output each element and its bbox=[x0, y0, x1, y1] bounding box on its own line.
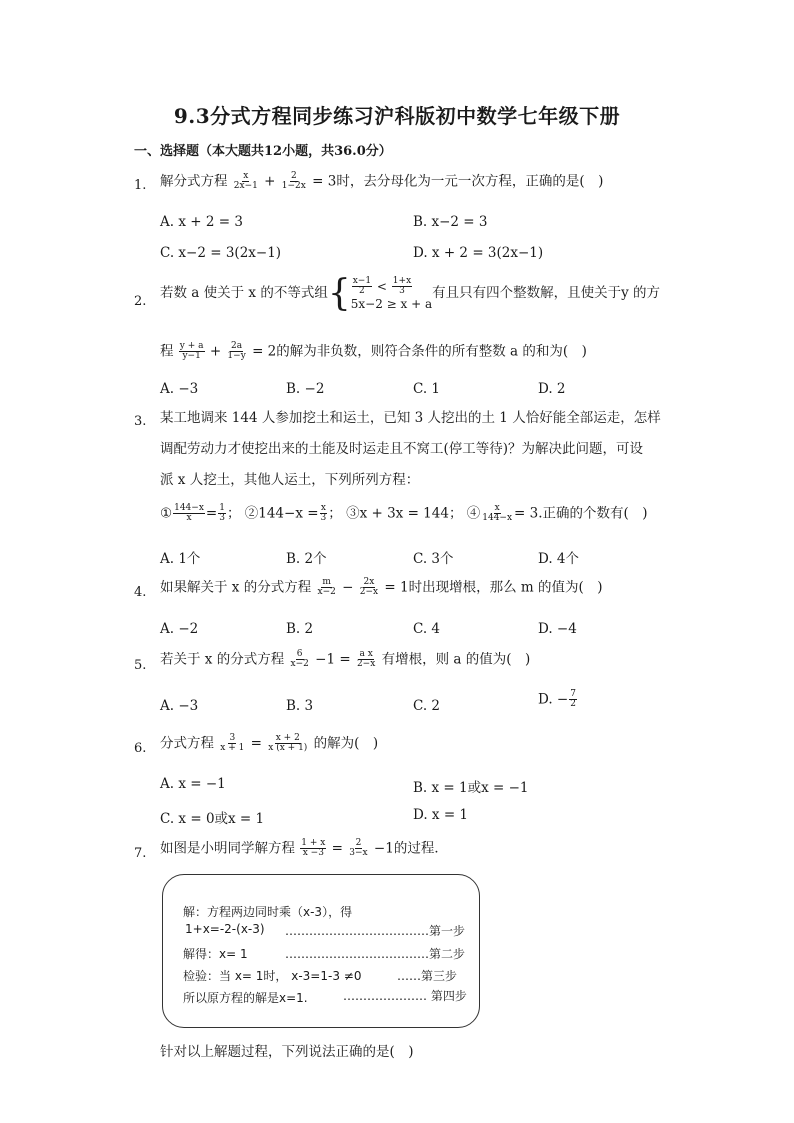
question-2-stem: 若数 a 使关于 x 的不等式组 { $\frac{x-1}{2}$ < $\frac{1+x}{3}$ 5x−2 ≥ x + a 有且只有四个整数解，且使关于y 的方 bbox=[160, 273, 661, 314]
question-4-stem: 如果解关于 x 的分式方程 $\frac{m}{x-2}$ − $\frac{2x}{2-x}$ = 1时出现增根，那么 m 的值为( ) bbox=[160, 577, 603, 598]
question-number: 7. bbox=[134, 846, 147, 861]
question-3-line1: 某工地调来 144 人参加挖土和运土，已知 3 人挖出的土 1 人恰好能全部运走，怎样 bbox=[160, 410, 661, 426]
option-d[interactable]: D. 4个 bbox=[538, 551, 580, 567]
option-c[interactable]: C. 2 bbox=[413, 698, 441, 714]
option-d[interactable]: D. x + 2 = 3(2x−1) bbox=[413, 245, 544, 261]
question-6-stem: 分式方程 $\frac{3}{x + 1}$ = $\frac{x + 2}{x (x + 1)}$ 的解为( ) bbox=[160, 733, 379, 754]
option-b[interactable]: B. x−2 = 3 bbox=[413, 214, 488, 230]
solution-step-label: ………………………………第一步 bbox=[285, 924, 466, 938]
solution-step-label: ………………………………第二步 bbox=[285, 947, 466, 961]
option-a[interactable]: A. 1个 bbox=[160, 551, 201, 567]
question-2-stem-line2: 程 $\frac{y + a}{y-1}$ + $\frac{2a}{1-y}$ = 2的解为非负数，则符合条件的所有整数 a 的和为( ) bbox=[160, 341, 587, 362]
page-title: 9.3分式方程同步练习沪科版初中数学七年级下册 bbox=[173, 104, 621, 128]
question-number: 1. bbox=[134, 178, 147, 193]
question-number: 3. bbox=[134, 414, 147, 429]
fraction: $\frac{x}{2x-1}$ bbox=[233, 171, 258, 192]
inequality-system: $\frac{x-1}{2}$ < $\frac{1+x}{3}$ 5x−2 ≥ x + a bbox=[350, 275, 433, 311]
solution-step-label: ……第三步 bbox=[397, 969, 458, 983]
solution-box bbox=[162, 874, 480, 1028]
option-b[interactable]: B. 3 bbox=[286, 698, 314, 714]
question-3-line3: 派 x 人挖土，其他人运土，下列所列方程： bbox=[160, 472, 420, 488]
option-a[interactable]: A. −2 bbox=[160, 621, 199, 637]
solution-line: 所以原方程的解是x=1. bbox=[183, 991, 308, 1005]
option-c[interactable]: C. 1 bbox=[413, 381, 441, 397]
option-d[interactable]: D. − $\frac{7}{2}$ bbox=[538, 689, 576, 710]
option-b[interactable]: B. −2 bbox=[286, 381, 325, 397]
option-a[interactable]: A. −3 bbox=[160, 381, 199, 397]
option-c[interactable]: C. x−2 = 3(2x−1) bbox=[160, 245, 282, 261]
question-7-stem: 如图是小明同学解方程 $\frac{1 + x}{x -3}$ = $\frac{2}{3-x}$ −1的过程． bbox=[160, 838, 448, 859]
solution-step-label: ………………… 第四步 bbox=[343, 989, 467, 1003]
question-number: 4. bbox=[134, 585, 147, 600]
option-c[interactable]: C. x = 0或x = 1 bbox=[160, 811, 265, 827]
question-7-prompt: 针对以上解题过程，下列说法正确的是( ) bbox=[160, 1044, 414, 1060]
question-number: 2. bbox=[134, 294, 147, 309]
question-number: 6. bbox=[134, 741, 147, 756]
option-b[interactable]: B. 2个 bbox=[286, 551, 327, 567]
section-heading: 一、选择题（本大题共12小题，共36.0分） bbox=[134, 144, 392, 159]
option-b[interactable]: B. 2 bbox=[286, 621, 314, 637]
question-number: 5. bbox=[134, 658, 147, 673]
option-d[interactable]: D. x = 1 bbox=[413, 807, 469, 823]
solution-line: 解得：x= 1 bbox=[183, 947, 248, 961]
option-a[interactable]: A. x + 2 = 3 bbox=[160, 214, 243, 230]
option-d[interactable]: D. −4 bbox=[538, 621, 577, 637]
brace-symbol: { bbox=[327, 273, 351, 314]
option-a[interactable]: A. x = −1 bbox=[160, 776, 226, 792]
solution-line: 解：方程两边同时乘（x-3），得 bbox=[183, 905, 353, 919]
question-3-line2: 调配劳动力才使挖出来的土能及时运走且不窝工(停工等待)？为解决此问题，可设 bbox=[160, 441, 644, 457]
fraction: $\frac{2}{1-2x}$ bbox=[281, 171, 306, 192]
option-a[interactable]: A. −3 bbox=[160, 698, 199, 714]
option-c[interactable]: C. 3个 bbox=[413, 551, 454, 567]
option-b[interactable]: B. x = 1或x = −1 bbox=[413, 780, 529, 796]
option-c[interactable]: C. 4 bbox=[413, 621, 441, 637]
question-5-stem: 若关于 x 的分式方程 $\frac{6}{x-2}$ −1 = $\frac{\text{a x}}{2-x}$ 有增根，则 a 的值为( ) bbox=[160, 649, 531, 670]
question-1-stem: 解分式方程 $\frac{x}{2x-1}$ + $\frac{2}{1-2x}$ = 3时，去分母化为一元一次方程，正确的是( ) bbox=[160, 171, 604, 192]
solution-line: 1+x=-2-(x-3) bbox=[185, 922, 265, 936]
option-d[interactable]: D. 2 bbox=[538, 381, 566, 397]
question-3-equations: ① $\frac{144-x}{x}$ = $\frac{1}{3}$ ； ②144−x = $\frac{x}{3}$ ； ③x + 3x = 144； ④ $\frac{x}{144-x}$ = 3.正确的个数有( ) bbox=[160, 503, 648, 524]
solution-line: 检验：当 x= 1时， x-3=1-3 ≠0 bbox=[183, 969, 362, 983]
